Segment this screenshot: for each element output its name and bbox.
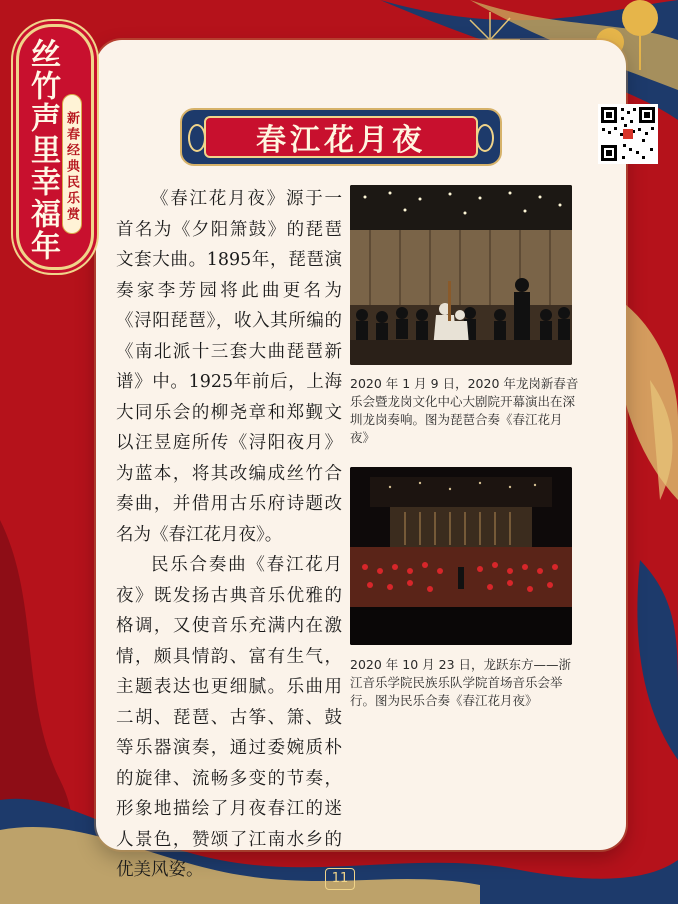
article-title-plate (204, 116, 478, 158)
article-paragraph: 《春江花月夜》源于一首名为《夕阳箫鼓》的琵琶文套大曲。1895年，琵琶演奏家李芳园将此曲更名为《浔阳琵琶》，收入其所编的《南北派十三套大曲琵琶新谱》中。1925年前后，上海大同乐会的柳尧章和郑觐文以汪昱庭所传《浔阳夜月》为蓝本，将其改编成丝竹合奏曲，并借用古乐府诗题改名为《春江花月夜》。 (116, 189, 342, 545)
scroll-curl-icon (476, 124, 494, 152)
concert-photo-pipa (350, 185, 572, 365)
photo-caption: 2020 年 1 月 9 日，2020 年龙岗新春音乐会暨龙岗文化中心大剧院开幕演出在深圳龙岗奏响。图为琵琶合奏《春江花月夜》 (350, 376, 579, 445)
concert-hall-image (350, 185, 572, 365)
article-paragraph: 民乐合奏曲《春江花月夜》既发扬古典音乐优雅的格调，又使音乐充满内在激情，颇具情韵、富有生气，主题表达也更细腻。乐曲用二胡、琵琶、古筝、箫、鼓等乐器演奏，通过委婉质朴的旋律、流畅多变的节奏，形象地描绘了月夜春江的迷人景色，赞颂了江南水乡的优美风姿。 (116, 555, 342, 880)
orchestra-stage-image (350, 467, 572, 645)
article-title: 春江花月夜 (256, 123, 426, 158)
qr-code[interactable] (598, 104, 658, 164)
article-body (116, 184, 342, 886)
side-banner (10, 14, 96, 274)
photo-caption: 2020 年 10 月 23 日，龙跃东方——浙江音乐学院民族乐队学院首场音乐会举行。图为民乐合奏《春江花月夜》 (350, 657, 571, 708)
article-title-banner (180, 108, 502, 166)
page-number: 11 (325, 868, 355, 890)
side-banner-title: 丝竹声里幸福年 (25, 38, 60, 262)
concert-photo-orchestra (350, 467, 572, 645)
qr-code-icon (598, 104, 658, 164)
side-banner-subtitle: 新春经典民乐赏 (62, 94, 82, 234)
